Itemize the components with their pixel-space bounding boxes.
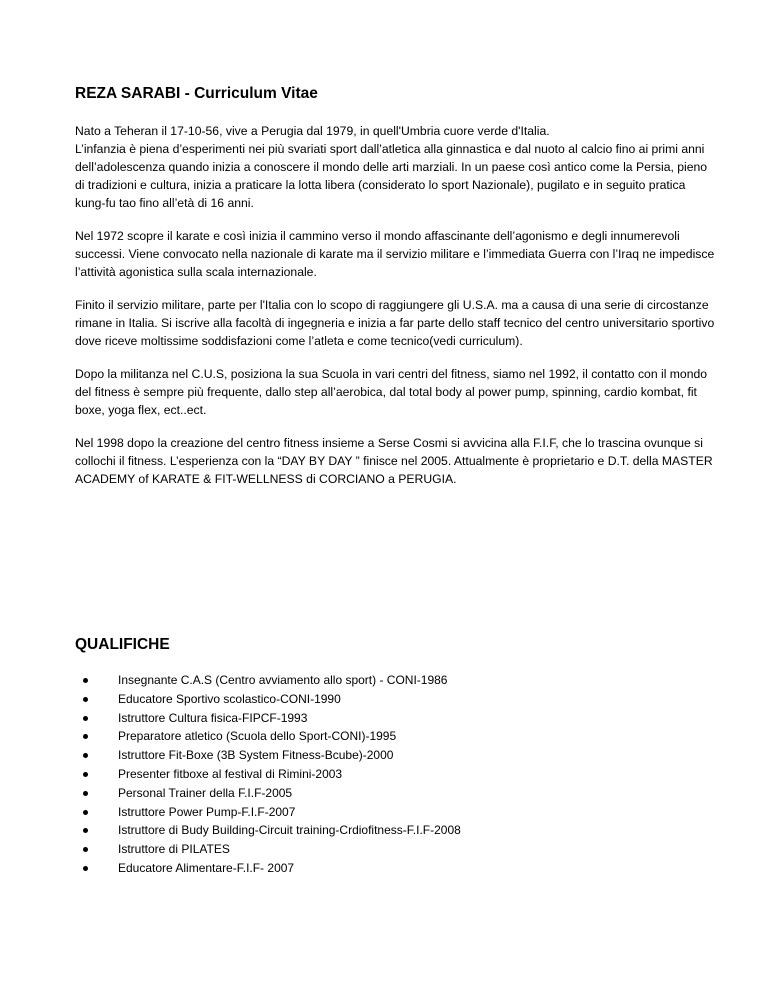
qualification-text: Educatore Sportivo scolastico-CONI-1990 [118,691,341,706]
qualification-text: Personal Trainer della F.I.F-2005 [118,785,293,800]
bio-line: Nato a Teheran il 17-10-56, vive a Perugia dal 1979, in quell'Umbria cuore verde d'Italia. [75,124,550,138]
bio-line: L’infanzia è piena d’esperimenti nei più svariati sport dall’atletica alla ginnastica e dal nuoto al calcio fino ai primi anni dell’adolescenza quando inizia a conoscere il mondo delle arti marziali. In un paese così antico come la Persia, pieno di tradizioni e cultura, inizia a praticare la lotta libera (considerato lo sport Nazionale), pugilato e in seguito pratica kung-fu tao fino all’età di 16 anni. [75,142,708,210]
list-item [75,709,461,728]
bullet-icon [83,828,88,833]
qualification-text: Insegnante C.A.S (Centro avviamento allo sport) - CONI-1986 [118,673,448,687]
qualification-text: Istruttore Fit-Boxe (3B System Fitness-Bcube)-2000 [118,748,394,763]
biography-section [75,122,715,503]
bullet-icon [83,753,88,758]
bullet-icon [83,697,88,702]
qualifications-title: QUALIFICHE [75,636,170,653]
qualification-text: Istruttore di PILATES [118,842,230,857]
list-item [75,803,461,822]
qualifications-list [75,671,461,878]
list-item [75,821,461,840]
bio-paragraph [75,122,715,212]
qualification-text: Presenter fitboxe al festival di Rimini-2003 [118,766,343,781]
qualification-text: Educatore Alimentare-F.I.F- 2007 [118,860,295,875]
list-item [75,840,461,859]
list-item [75,765,461,784]
qualification-text: Istruttore Power Pump-F.I.F-2007 [118,804,296,819]
bullet-icon [83,810,88,815]
bullet-icon [83,791,88,796]
bullet-icon [83,847,88,852]
list-item [75,784,461,803]
list-item [75,727,461,746]
bullet-icon [83,678,88,683]
list-item [75,859,461,878]
qualification-text: Istruttore Cultura fisica-FIPCF-1993 [118,710,308,725]
cv-title: REZA SARABI - Curriculum Vitae [75,85,318,102]
bio-paragraph: Dopo la militanza nel C.U.S, posiziona la sua Scuola in vari centri del fitness, siamo nel 1992, il contatto con il mondo del fitness è sempre più frequente, dallo step all’aerobica, dal total body al power pump, spinning, cardio kombat, fit boxe, yoga flex, ect..ect. [75,367,708,417]
bullet-icon [83,716,88,721]
bio-paragraph: Nel 1972 scopre il karate e così inizia il cammino verso il mondo affascinante dell’agonismo e degli innumerevoli successi. Viene convocato nella nazionale di karate ma il servizio militare e l’immediata Guerra con l’Iraq ne impedisce l’attività agonistica sulla scala internazionale. [75,229,715,279]
list-item [75,671,461,690]
qualification-text: Istruttore di Budy Building-Circuit training-Crdiofitness-F.I.F-2008 [118,823,461,838]
bullet-icon [83,734,88,739]
bullet-icon [83,772,88,777]
list-item [75,690,461,709]
qualification-text: Preparatore atletico (Scuola dello Sport-CONI)-1995 [118,729,397,744]
bio-paragraph: Nel 1998 dopo la creazione del centro fitness insieme a Serse Cosmi si avvicina alla F.I.F, che lo trascina ovunque si collochi il fitness. L’esperienza con la “DAY BY DAY ” finisce nel 2005. Attualmente è proprietario e D.T. della MASTER ACADEMY of KARATE & FIT-WELLNESS di CORCIANO a PERUGIA. [75,436,713,486]
bio-paragraph: Finito il servizio militare, parte per l'Italia con lo scopo di raggiungere gli U.S.A. ma a causa di una serie di circostanze rimane in Italia. Si iscrive alla facoltà di ingegneria e inizia a far parte dello staff tecnico del centro universitario sportivo dove riceve moltissime soddisfazioni come l’atleta e come tecnico(vedi curriculum). [75,298,715,348]
list-item [75,746,461,765]
bullet-icon [83,866,88,871]
